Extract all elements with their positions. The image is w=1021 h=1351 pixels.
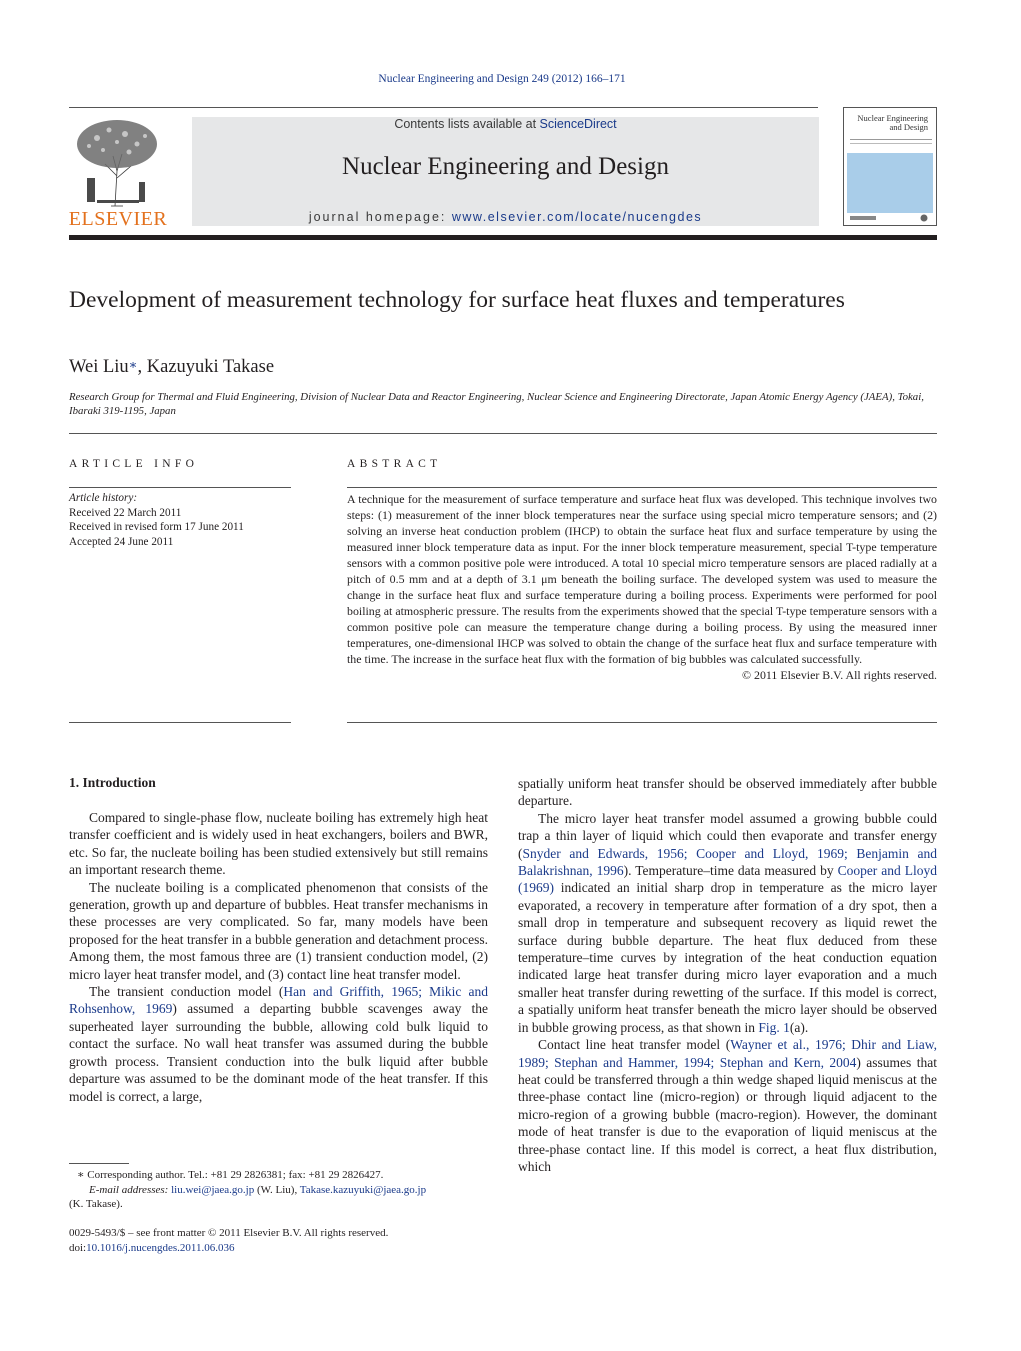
cover-subtitle-lines [850, 138, 932, 144]
received-date: Received 22 March 2011 [69, 506, 182, 519]
email-link[interactable]: Takase.kazuyuki@jaea.go.jp [299, 1183, 427, 1196]
paragraph: Compared to single-phase flow, nucleate boiling has extremely high heat transfer coefficient and is widely used in heat exchangers, boilers and BWR, etc. So far, the nucleate boiling has been studied extensively but still remains an important research theme. [69, 810, 488, 878]
email-link[interactable]: liu.wei@jaea.go.jp [171, 1183, 255, 1196]
footnote-rule [69, 1163, 129, 1164]
homepage-line [192, 210, 819, 224]
elsevier-logo[interactable] [67, 116, 169, 229]
text-run: Contact line heat transfer model ( [538, 1037, 731, 1053]
doi-label: doi: [69, 1242, 87, 1255]
abstract-bottom-rule [347, 722, 937, 723]
email-owner: (W. Liu), [254, 1183, 300, 1196]
text-run: The micro layer heat transfer model assumed a growing bubble could trap a thin layer of liquid which could then evaporate and transfer energy ( [518, 810, 937, 861]
footnote-mark: ∗ [77, 1169, 85, 1181]
text-run: indicated an initial sharp drop in temperature as the micro layer evaporated, a recovery in temperature after formation of a dry spot, then a small drop in temperature and subsequent recovery as liquid rewet the surface during bubble departure. The heat flux deduced from these temperature–time curves by integration of the heat conduction equation indicated large heat transfer during micro layer evaporation and a much smaller heat transfer during rewetting of the surface. If this model is correct, a spatially uniform heat transfer beneath the micro layer should be observed in bubble growing process, as that shown in [518, 880, 937, 1035]
figure-link[interactable]: Fig. 1 [758, 1019, 790, 1035]
history-label: Article history: [69, 492, 138, 504]
issn-line: 0029-5493/$ – see front matter © 2011 Elsevier B.V. All rights reserved. [69, 1227, 389, 1239]
cover-title [857, 114, 928, 132]
cover-footer [850, 214, 930, 222]
citation-link[interactable]: Wayner et al., 1976; Dhir and Liaw, 1989; Stephan and Hammer, 1994; Stephan and Kern, 2004 [518, 1037, 937, 1070]
paragraph [69, 983, 488, 1105]
sciencedirect-link[interactable]: ScienceDirect [539, 117, 617, 131]
revised-date: Received in revised form 17 June 2011 [69, 521, 244, 533]
homepage-link[interactable]: www.elsevier.com/locate/nucengdes [451, 210, 703, 224]
author-list [69, 357, 274, 378]
homepage-prefix: journal homepage: [308, 210, 452, 224]
abstract-heading: ABSTRACT [347, 458, 442, 470]
abstract-text: A technique for the measurement of surface temperature and surface heat flux was developed. This technique involves two steps: (1) measurement of the inner block temperatures near the surface using special micro temperature sensors; and (2) solving an inverse heat conduction problem (IHCP) to obtain the surface heat flux and surface temperature by using the measured inner block temperature data as input. For the inner block temperature measurement, special T-type temperature sensors with a common positive pole were introduced. A total 10 special micro temperature sensors are placed radially at a pitch of 0.5 mm and at a depth of 3.1 μm beneath the boiling surface. The developed system was used to measure the change in the surface heat flux and surface temperature during a boiling process. Experiments were performed for pool boiling at atmospheric pressure. The results from the experiments showed that the special T-type temperature sensors with a common positive pole can measure the temperature change during a boiling process. By using the measured inner temperatures, one-dimensional IHCP was solved to obtain the change of the surface heat flux and surface temperature with the time. The increase in the surface heat flux with the formation of big bubbles was calculated successfully. [347, 492, 937, 666]
text-run: (a). [789, 1019, 809, 1035]
abstract-copyright: © 2011 Elsevier B.V. All rights reserved. [742, 668, 937, 682]
accepted-date: Accepted 24 June 2011 [69, 535, 174, 548]
email-owner: (K. Takase). [69, 1198, 123, 1211]
page-footer [69, 1226, 488, 1257]
footnote-contact: Corresponding author. Tel.: +81 29 2826381; fax: +81 29 2826427. [87, 1169, 384, 1181]
paragraph [518, 810, 937, 1036]
body-column-left [69, 809, 488, 1105]
cover-emblem-icon [918, 214, 930, 222]
paragraph [518, 1036, 937, 1175]
citation-link[interactable]: Cooper and Lloyd (1969) [518, 863, 937, 896]
corresponding-author-mark[interactable]: ∗ [128, 357, 138, 372]
body-column-right [518, 775, 937, 1175]
corresponding-author-note [69, 1168, 488, 1183]
article-title: Development of measurement technology for surface heat fluxes and temperatures [69, 287, 845, 313]
article-history [69, 491, 244, 549]
cover-title-line2: and Design [889, 122, 928, 132]
header-rule [69, 107, 818, 108]
journal-banner [192, 117, 819, 226]
paragraph: spatially uniform heat transfer should be observed immediately after bubble departure. [518, 776, 937, 809]
author-name[interactable]: Kazuyuki Takase [146, 357, 275, 377]
header-thick-rule [69, 235, 937, 240]
journal-citation[interactable]: Nuclear Engineering and Design 249 (2012) 166–171 [378, 73, 626, 85]
email-label: E-mail addresses: [89, 1183, 172, 1196]
email-line [69, 1183, 488, 1198]
contents-line [192, 117, 819, 131]
journal-cover-thumbnail[interactable] [843, 107, 937, 226]
cover-title-line1: Nuclear Engineering [857, 113, 928, 123]
citation-link[interactable]: Han and Griffith, 1965; Mikic and Rohsenhow, 1969 [69, 984, 489, 1017]
abstract-body [347, 491, 937, 683]
footnote [69, 1168, 488, 1212]
text-run: The transient conduction model ( [89, 984, 284, 1000]
doi-link[interactable]: 10.1016/j.nucengdes.2011.06.036 [86, 1242, 235, 1255]
author-affiliation: Research Group for Thermal and Fluid Engineering, Division of Nuclear Data and Reactor Engineering, Nuclear Science and Engineering Directorate, Japan Atomic Energy Agency (JAEA), Tokai, Ibaraki 319-1195, Japan [69, 391, 924, 417]
paragraph: The nucleate boiling is a complicated phenomenon that consists of the generation, growth up and departure of bubbles. Heat transfer mechanisms in these processes are very complicated. So far, many models have been proposed for the heat transfer in a bubble generation and detachment process. Among them, the most famous three are (1) transient conduction model, (2) micro layer heat transfer model, and (3) contact line heat transfer model. [69, 879, 488, 982]
contents-prefix: Contents lists available at [394, 117, 540, 131]
author-separator: , [137, 357, 147, 377]
text-run: ). Temperature–time data measured by [623, 863, 838, 879]
abstract-rule [347, 487, 937, 488]
cover-publisher-icon [850, 214, 876, 222]
section-divider [69, 433, 937, 434]
article-info-heading: ARTICLE INFO [69, 458, 199, 470]
doi-line [69, 1241, 488, 1256]
section-heading-introduction: 1. Introduction [69, 775, 156, 790]
elsevier-tree-icon [67, 116, 169, 208]
text-run: ) assumes that heat could be transferred through a thin wedge shaped liquid meniscus at the three-phase contact line (micro-region) or through liquid adjacent to the micro-region of a growing bubble (macro-region). However, the dominant mode of heat transfer is due to the evaporation of liquid meniscus at the three-phase contact line. If this model is correct, a heat flux distribution, which [518, 1054, 937, 1174]
text-run: ) assumed a departing bubble scavenges away the superheated layer surrounding the bubble, allowing cold bulk liquid to contact the surface. No wall heat transfer was assumed during the bubble growth process. Transient conduction into the bulk liquid after bubble departure was assumed to be the dominant mode of the heat transfer. If this model is correct, a large, [69, 1001, 489, 1104]
author-name[interactable]: Wei Liu [69, 357, 129, 377]
journal-name: Nuclear Engineering and Design [342, 153, 669, 180]
article-info-rule [69, 487, 291, 488]
cover-image [847, 153, 933, 213]
article-info-bottom-rule [69, 722, 291, 723]
elsevier-wordmark: ELSEVIER [68, 208, 168, 230]
citation-link[interactable]: Snyder and Edwards, 1956; Cooper and Lloyd, 1969; Benjamin and Balakrishnan, 1996 [518, 845, 937, 879]
